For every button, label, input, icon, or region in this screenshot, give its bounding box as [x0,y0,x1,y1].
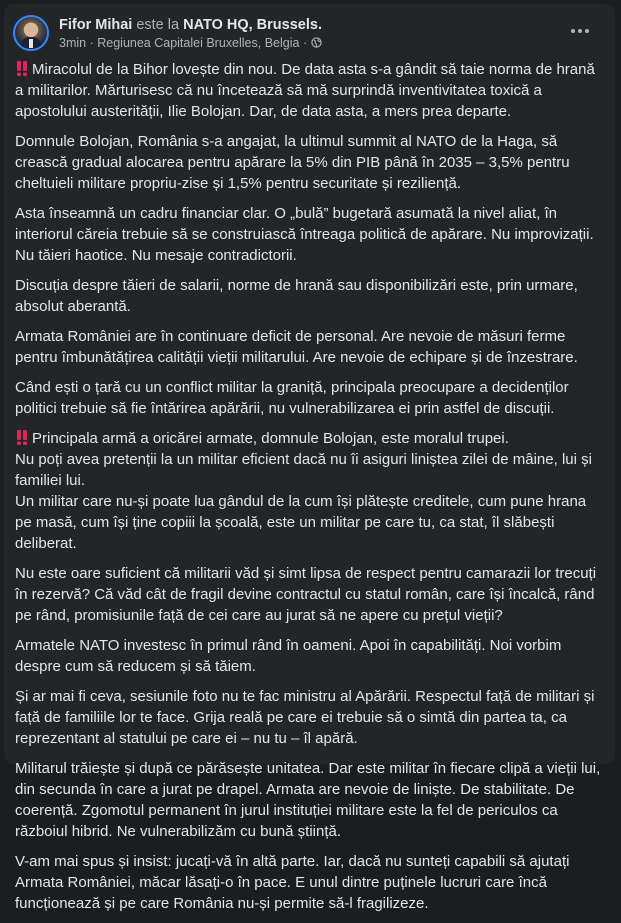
post-paragraph: Domnule Bolojan, România s-a angajat, la ultimul summit al NATO de la Haga, să crească gradual alocarea pentru apărare la 5% din PIB până în 2035 – 3,5% pentru cheltuieli militare propriu-zise și 1,5% pentru securitate și reziliență. [15,133,570,192]
post-paragraph: Miracolul de la Bihor lovește din nou. De data asta s-a gândit să taie norma de hrană a militarilor. Mărturisesc că nu încetează să mă surprindă inventivitatea toxică a apostolului austerității, Ilie Bolojan. Dar, de data asta, a mers prea departe. [15,61,595,120]
post-header [4,4,615,54]
post-time[interactable]: 3min [59,36,87,50]
more-options-icon[interactable] [571,27,591,35]
post-paragraph: V-am mai spus și insist: jucați-vă în altă parte. Iar, dacă nu sunteți capabili să ajutați Armata României, măcar lăsați-o în pace. E unul dintre puținele lucruri care încă funcționează și pe care România nu-și permite să-l fragilizeze. [15,853,570,912]
post-location[interactable]: Regiunea Capitalei Bruxelles, Belgia [97,36,300,50]
post-paragraph: Armata României are în continuare deficit de personal. Are nevoie de măsuri ferme pentru îmbunătățirea calității vieții militarului. Are nevoie de echipare și de înzestrare. [15,328,578,366]
author-name[interactable]: Fifor Mihai [59,17,133,33]
checkin-place[interactable]: NATO HQ, Brussels. [183,17,322,33]
checkin-verb: este la [136,17,180,33]
post-paragraph: Discuția despre tăieri de salarii, norme de hrană sau disponibilizări este, prin urmare, absolut aberantă. [15,277,578,315]
post-paragraph: Când ești o țară cu un conflict militar la graniță, principala preocupare a decidenților politici trebuie să fie întărirea apărării, nu vulnerabilizarea ei prin astfel de discuții. [15,379,569,417]
double-exclamation-icon [15,61,29,76]
post-card [4,4,615,912]
post-title-line [59,17,322,33]
avatar[interactable] [13,15,49,51]
post-paragraph: Principala armă a oricărei armate, domnule Bolojan, este moralul trupei. Nu poți avea pretenții la un militar eficient dacă nu îi asiguri liniștea zilei de mâine, lui și familiei lui. Un militar care nu-și poate lua gândul de la cum își plătește creditele, cum pune hrana pe masă, cum își ține copiii la școală, este un militar pe care tu, ca stat, îl slăbești deliberat. [15,430,592,552]
post-paragraph: Și ar mai fi ceva, sesiunile foto nu te fac ministru al Apărării. Respectul față de militari și față de familiile lor te face. Grija reală pe care ei trebuie să o simtă din partea ta, ca reprezentant al statului pe care ei – nu tu – îl apără. [15,688,595,747]
globe-icon[interactable] [311,37,322,48]
post-paragraph: Militarul trăiește și după ce părăsește unitatea. Dar este militar în fiecare clipă a vieții lui, din secunda în care a jurat pe drapel. Armata are nevoie de liniște. De stabilitate. De coerență. Zgomotul permanent în jurul instituției militare este la fel de periculos ca războiul hibrid. Ne vulnerabilizăm cu bună știință. [15,760,601,840]
post-paragraph: Asta înseamnă un cadru financiar clar. O „bulă” bugetară asumată la nivel aliat, în interiorul căreia trebuie să se construiască întreaga politică de apărare. Nu improvizații. Nu tăieri haotice. Nu mesaje contradictorii. [15,205,594,264]
meta-separator: · [89,36,94,50]
double-exclamation-icon [15,430,29,445]
post-meta [59,36,322,50]
meta-separator: · [302,36,308,50]
post-paragraph: Armatele NATO investesc în primul rând în oameni. Apoi în capabilități. Noi vorbim despre cum să reducem și să tăiem. [15,637,562,675]
post-text [15,59,605,923]
post-paragraph: Nu este oare suficient că militarii văd și simt lipsa de respect pentru camarazii lor trecuți în rezervă? Că văd cât de fragil devine contractul cu statul român, care își încalcă, rând pe rând, promisiunile față de cei care au jurat să ne apere cu prețul vieții? [15,565,597,624]
